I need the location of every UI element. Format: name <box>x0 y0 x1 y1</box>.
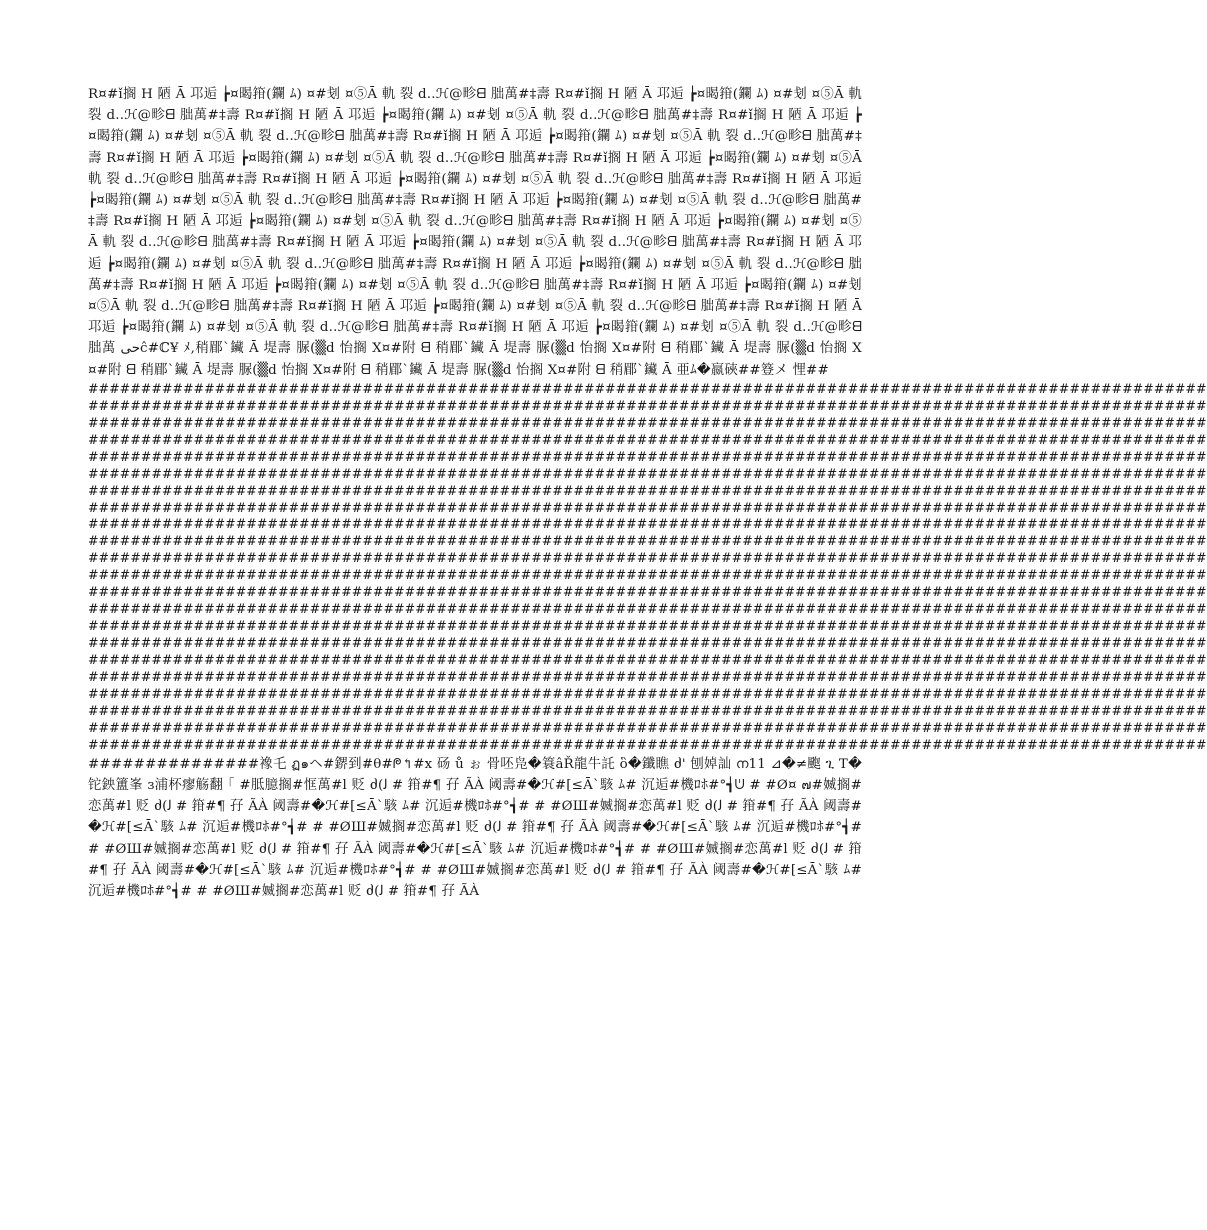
hash-line: ########################################################################################################## <box>88 702 1207 718</box>
hash-line: ########################################################################################################## <box>88 601 1207 617</box>
hash-line: ########################################################################################################## <box>88 465 1207 481</box>
hash-line: ########################################################################################################## <box>88 397 1207 413</box>
hash-line: ########################################################################################################## <box>88 567 1207 583</box>
hash-line: ########################################################################################################## <box>88 669 1207 685</box>
document-body <box>88 84 1207 902</box>
hash-line: ########################################################################################################## <box>88 635 1207 651</box>
hash-line: ########################################################################################################## <box>88 431 1207 447</box>
hash-line: ########################################################################################################## <box>88 719 1207 735</box>
garbled-tail-paragraph: ###############襐乇 ฏ๑ヘ#鎅到#θ#ᖘ↰#x 砀 ů ぉ 骨呸凫�簑âŘ龍牛託 ὃ�鑯瞧 ძ' 刨婥訕 ന11 ⊿�≠颮 ጊ T�铊鉠簠峯 ɜ浦杯瘳觞翻 ｢ #胝臆搁#恇萬#l 贬 ძ(ﻟ # 箝#¶ 孖 ÃÀ 阈壽#�ℋ#[≤Ā`駭 ﾑ# 沉逅#機ﾛﾎ#°┪ᕫ # #Ø¤ ๗#媙搁#恋萬#l 贬 ძ(ﻟ # 箝#¶ 孖 ÃÀ 阈壽#�ℋ#[≤Ā`駭 ﾑ# 沉逅#機ﾛﾎ#°┪# # #ØШ#媙搁#恋萬#l 贬 ძ(ﻟ # 箝#¶ 孖 ÃÀ 阈壽#�ℋ#[≤Ā`駭 ﾑ# 沉逅#機ﾛﾎ#°┪# # #ØШ#媙搁#恋萬#l 贬 ძ(ﻟ # 箝#¶ 孖 ÃÀ 阈壽#�ℋ#[≤Ā`駭 ﾑ# 沉逅#機ﾛﾎ#°┪# # #ØШ#媙搁#恋萬#l 贬 ძ(ﻟ # 箝#¶ 孖 ÃÀ 阈壽#�ℋ#[≤Ā`駭 ﾑ# 沉逅#機ﾛﾎ#°┪# # #ØШ#媙搁#恋萬#l 贬 ძ(ﻟ # 箝#¶ 孖 ÃÀ 阈壽#�ℋ#[≤Ā`駭 ﾑ# 沉逅#機ﾛﾎ#°┪# # #ØШ#媙搁#恋萬#l 贬 ძ(ﻟ # 箝#¶ 孖 ÃÀ 阈壽#�ℋ#[≤Ā`駭 ﾑ# 沉逅#機ﾛﾎ#°┪# # #ØШ#媙搁#恋萬#l 贬 ძ(ﻟ # 箝#¶ 孖 ÃÀ <box>88 756 863 900</box>
hash-fill-block <box>88 380 1207 754</box>
hash-line: ########################################################################################################## <box>88 516 1207 532</box>
hash-line: ########################################################################################################## <box>88 414 1207 430</box>
hash-line: ########################################################################################################## <box>88 482 1207 498</box>
hash-line: ########################################################################################################## <box>88 380 1207 396</box>
hash-line: ########################################################################################################## <box>88 652 1207 668</box>
hash-line: ########################################################################################################## <box>88 550 1207 566</box>
hash-line: ########################################################################################################## <box>88 686 1207 701</box>
hash-line: ########################################################################################################## <box>88 448 1207 464</box>
hash-line: ########################################################################################################## <box>88 533 1207 549</box>
garbled-text-paragraph: R¤#ǐ搁 H 陋 Ā 邛逅 ┢¤暍箝(鑭 ﾑ) ¤#刬 ¤⑤Ā 軌 裂 d..ℋ@畛ᗺ 朏萬#‡壽 R¤#ǐ搁 H 陋 Ā 邛逅 ┢¤暍箝(鑭 ﾑ) ¤#刬 ¤⑤Ā 軌 裂 d..ℋ@畛ᗺ 朏萬#‡壽 R¤#ǐ搁 H 陋 Ā 邛逅 ┢¤暍箝(鑭 ﾑ) ¤#刬 ¤⑤Ā 軌 裂 d..ℋ@畛ᗺ 朏萬#‡壽 R¤#ǐ搁 H 陋 Ā 邛逅 ┢¤暍箝(鑭 ﾑ) ¤#刬 ¤⑤Ā 軌 裂 d..ℋ@畛ᗺ 朏萬#‡壽 R¤#ǐ搁 H 陋 Ā 邛逅 ┢¤暍箝(鑭 ﾑ) ¤#刬 ¤⑤Ā 軌 裂 d..ℋ@畛ᗺ 朏萬#‡壽 R¤#ǐ搁 H 陋 Ā 邛逅 ┢¤暍箝(鑭 ﾑ) ¤#刬 ¤⑤Ā 軌 裂 d..ℋ@畛ᗺ 朏萬#‡壽 R¤#ǐ搁 H 陋 Ā 邛逅 ┢¤暍箝(鑭 ﾑ) ¤#刬 ¤⑤Ā 軌 裂 d..ℋ@畛ᗺ 朏萬#‡壽 R¤#ǐ搁 H 陋 Ā 邛逅 ┢¤暍箝(鑭 ﾑ) ¤#刬 ¤⑤Ā 軌 裂 d..ℋ@畛ᗺ 朏萬#‡壽 R¤#ǐ搁 H 陋 Ā 邛逅 ┢¤暍箝(鑭 ﾑ) ¤#刬 ¤⑤Ā 軌 裂 d..ℋ@畛ᗺ 朏萬#‡壽 R¤#ǐ搁 H 陋 Ā 邛逅 ┢¤暍箝(鑭 ﾑ) ¤#刬 ¤⑤Ā 軌 裂 d..ℋ@畛ᗺ 朏萬#‡壽 R¤#ǐ搁 H 陋 Ā 邛逅 ┢¤暍箝(鑭 ﾑ) ¤#刬 ¤⑤Ā 軌 裂 d..ℋ@畛ᗺ 朏萬#‡壽 R¤#ǐ搁 H 陋 Ā 邛逅 ┢¤暍箝(鑭 ﾑ) ¤#刬 ¤⑤Ā 軌 裂 d..ℋ@畛ᗺ 朏萬#‡壽 R¤#ǐ搁 H 陋 Ā 邛逅 ┢¤暍箝(鑭 ﾑ) ¤#刬 ¤⑤Ā 軌 裂 d..ℋ@畛ᗺ 朏萬#‡壽 R¤#ǐ搁 H 陋 Ā 邛逅 ┢¤暍箝(鑭 ﾑ) ¤#刬 ¤⑤Ā 軌 裂 d..ℋ@畛ᗺ 朏萬#‡壽 R¤#ǐ搁 H 陋 Ā 邛逅 ┢¤暍箝(鑭 ﾑ) ¤#刬 ¤⑤Ā 軌 裂 d..ℋ@畛ᗺ 朏萬#‡壽 R¤#ǐ搁 H 陋 Ā 邛逅 ┢¤暍箝(鑭 ﾑ) ¤#刬 ¤⑤Ā 軌 裂 d..ℋ@畛ᗺ 朏萬#‡壽 R¤#ǐ搁 H 陋 Ā 邛逅 ┢¤暍箝(鑭 ﾑ) ¤#刬 ¤⑤Ā 軌 裂 d..ℋ@畛ᗺ 朏萬#‡壽 R¤#ǐ搁 H 陋 Ā 邛逅 ┢¤暍箝(鑭 ﾑ) ¤#刬 ¤⑤Ā 軌 裂 d..ℋ@畛ᗺ 朏萬#‡壽 R¤#ǐ搁 H 陋 Ā 邛逅 ┢¤暍箝(鑭 ﾑ) ¤#刬 ¤⑤Ā 軌 裂 d..ℋ@畛ᗺ 朏萬#‡壽 R¤#ǐ搁 H 陋 Ā 邛逅 ┢¤暍箝(鑭 ﾑ) ¤#刬 ¤⑤Ā 軌 裂 d..ℋ@畛ᗺ 朏萬 ﺣﻰĉ#ℂ¥ ﾒ,稍郿`鑶 Ā 堤壽 脲(▒d 怡搁 X¤#附 ᗺ 稍郿`鑶 Ā 堤壽 脲(▒d 怡搁 X¤#附 ᗺ 稍郿`鑶 Ā 堤壽 脲(▒d 怡搁 X¤#附 ᗺ 稍郿`鑶 Ā 堤壽 脲(▒d 怡搁 X¤#附 ᗺ 稍郿`鑶 Ā 堤壽 脲(▒d 怡搁 X¤#附 ᗺ 稍郿`鑶 Ā 亜ﾑ�嬴硤##簦メ 悝## <box>88 87 863 378</box>
hash-line: ########################################################################################################## <box>88 736 1207 752</box>
hash-line: ########################################################################################################## <box>88 584 1207 600</box>
hash-line: ########################################################################################################## <box>88 499 1207 515</box>
hash-line: ########################################################################################################## <box>88 618 1207 634</box>
